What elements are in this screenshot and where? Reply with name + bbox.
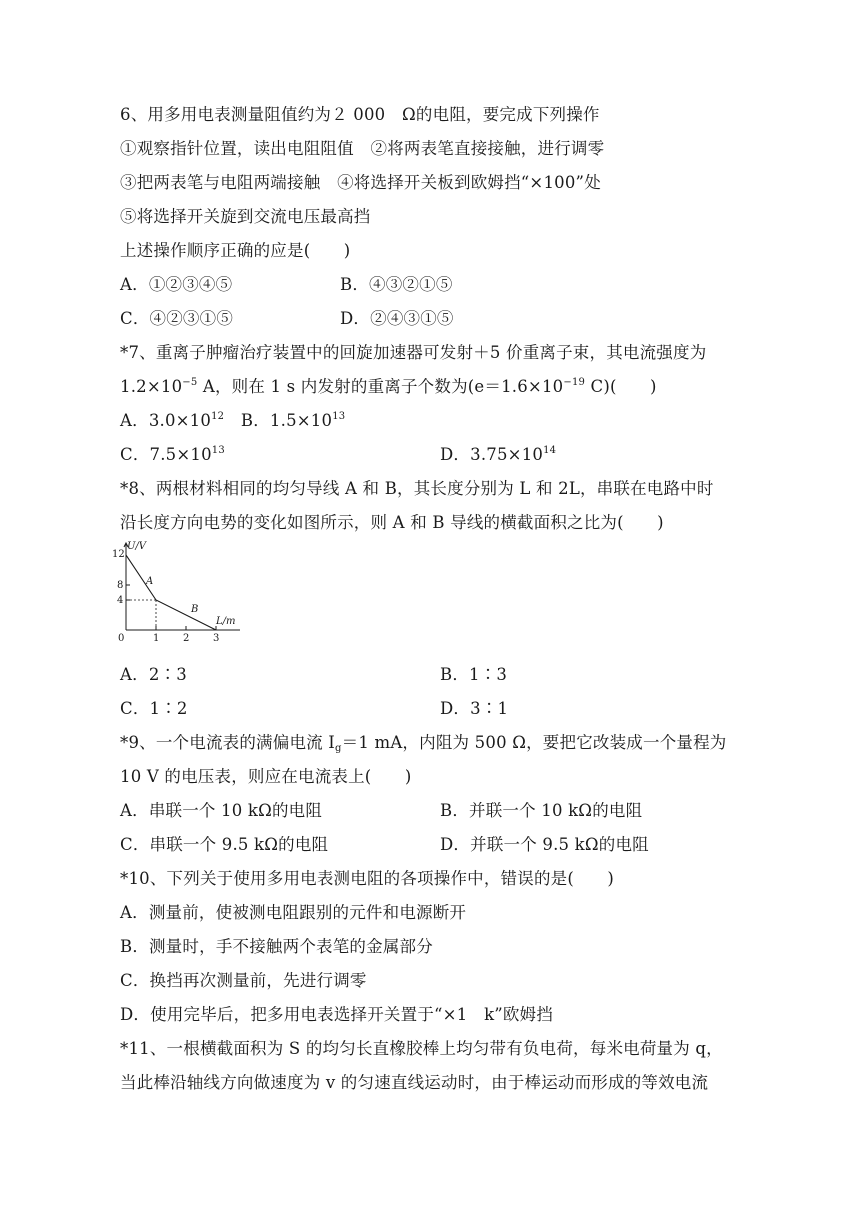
q6-option-d: D．②④③①⑤ <box>340 309 454 328</box>
y-axis-label: U/V <box>127 541 147 552</box>
q9-subscript: g <box>335 743 342 754</box>
q7-option-b: B．1.5×10 <box>240 411 333 430</box>
q7-option-d: D．3.75×10 <box>440 445 544 464</box>
potential-graph <box>112 537 248 645</box>
q10-option-b: B．测量时，手不接触两个表笔的金属部分 <box>120 937 433 956</box>
q6-option-b: B．④③②①⑤ <box>340 275 453 294</box>
q6-operations-3: ⑤将选择开关旋到交流电压最高挡 <box>120 207 371 226</box>
q7-options-ab <box>120 410 345 432</box>
q7-option-d-line <box>440 444 556 466</box>
q7-option-a: A．3.0×10 <box>120 411 212 430</box>
q6-stem: 6、用多用电表测量阻值约为２ 000 Ω的电阻，要完成下列操作 <box>120 105 600 124</box>
q9-stem-start: *9、一个电流表的满偏电流 I <box>120 733 336 752</box>
y-tick-12: 12 <box>112 549 125 560</box>
q6-operations-2: ③把两表笔与电阻两端接触 ④将选择开关板到欧姆挡“×100”处 <box>120 173 601 192</box>
q7-current-exponent: −5 <box>182 377 198 388</box>
q8-option-a: A．2∶3 <box>120 665 187 684</box>
q10-option-d: D．使用完毕后，把多用电表选择开关置于“×1 k”欧姆挡 <box>120 1005 554 1024</box>
q6-operations-1: ①观察指针位置，读出电阻阻值 ②将两表笔直接接触，进行调零 <box>120 139 605 158</box>
q8-stem-line1: *8、两根材料相同的均匀导线 A 和 B，其长度分别为 L 和 2L，串联在电路中时 <box>120 479 714 498</box>
q7-stem-text: A，则在 1 s 内发射的重离子个数为(e＝1.6×10 <box>197 377 564 396</box>
q10-stem: *10、下列关于使用多用电表测电阻的各项操作中，错误的是( ) <box>120 869 615 888</box>
q8-option-b: B．1∶3 <box>440 665 508 684</box>
q6-option-c: C．④②③①⑤ <box>120 309 234 328</box>
q11-stem-line2: 当此棒沿轴线方向做速度为 v 的匀速直线运动时，由于棒运动而形成的等效电流 <box>120 1073 709 1092</box>
q9-stem-rest: ＝1 mA，内阻为 500 Ω，要把它改装成一个量程为 <box>341 733 727 752</box>
potential-line <box>126 555 216 630</box>
q10-option-a: A．测量前，使被测电阻跟别的元件和电源断开 <box>120 903 467 922</box>
q11-stem-line1: *11、一根横截面积为 S 的均匀长直橡胶棒上均匀带有负电荷，每米电荷量为 q， <box>120 1039 723 1058</box>
q9-stem-line1 <box>120 732 727 754</box>
segment-label-a: A <box>146 576 154 587</box>
q9-option-c: C．串联一个 9.5 kΩ的电阻 <box>120 835 329 854</box>
q7-option-b-exponent: 13 <box>332 411 346 422</box>
q9-option-a: A．串联一个 10 kΩ的电阻 <box>120 801 323 820</box>
q7-stem-line1: *7、重离子肿瘤治疗装置中的回旋加速器可发射＋5 价重离子束，其电流强度为 <box>120 343 707 362</box>
q7-current-value: 1.2×10 <box>120 377 183 396</box>
q8-option-c: C．1∶2 <box>120 699 188 718</box>
q9-stem-line2: 10 V 的电压表，则应在电流表上( ) <box>120 767 412 786</box>
q7-option-c-exponent: 13 <box>211 445 225 456</box>
x-axis-label: L/m <box>216 616 236 627</box>
q8-stem-line2: 沿长度方向电势的变化如图所示，则 A 和 B 导线的横截面积之比为( ) <box>120 513 664 532</box>
q6-question: 上述操作顺序正确的应是( ) <box>120 241 351 260</box>
x-tick-0: 0 <box>118 633 125 644</box>
q7-option-a-exponent: 12 <box>211 411 225 422</box>
y-tick-8: 8 <box>117 580 124 591</box>
q7-option-c-line <box>120 444 225 466</box>
q7-stem-end: C)( ) <box>585 377 657 396</box>
x-tick-2: 2 <box>183 633 190 644</box>
segment-label-b: B <box>191 604 199 615</box>
y-tick-4: 4 <box>117 595 124 606</box>
q7-option-c: C．7.5×10 <box>120 445 212 464</box>
q9-option-d: D．并联一个 9.5 kΩ的电阻 <box>440 835 649 854</box>
q7-option-d-exponent: 14 <box>543 445 557 456</box>
q10-option-c: C．换挡再次测量前，先进行调零 <box>120 971 367 990</box>
x-tick-3: 3 <box>213 633 220 644</box>
q7-stem-line2 <box>120 376 657 398</box>
x-tick-1: 1 <box>153 633 160 644</box>
q9-option-b: B．并联一个 10 kΩ的电阻 <box>440 801 643 820</box>
q8-option-d: D．3∶1 <box>440 699 509 718</box>
q7-charge-exponent: −19 <box>563 377 586 388</box>
q6-option-a: A．①②③④⑤ <box>120 275 233 294</box>
